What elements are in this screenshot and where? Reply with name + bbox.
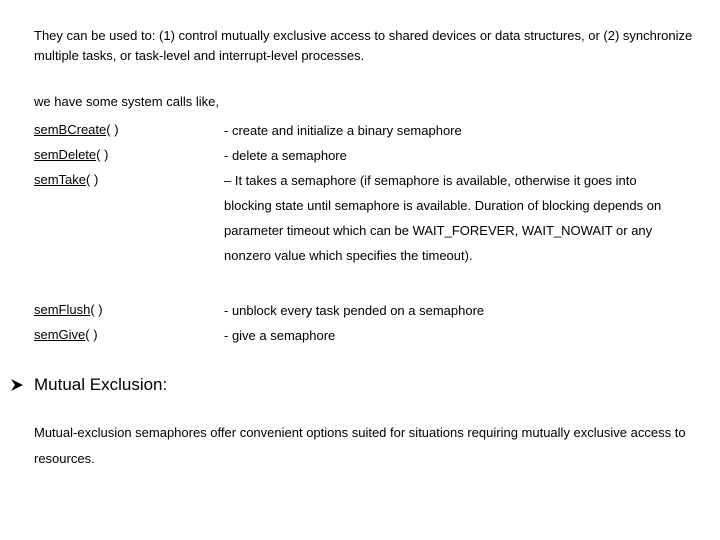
function-parens: ( ) — [86, 172, 99, 187]
function-parens: ( ) — [106, 122, 119, 137]
function-name — [34, 145, 108, 165]
system-calls-intro: we have some system calls like, — [34, 94, 219, 109]
semGive-link[interactable]: semGive — [34, 327, 86, 342]
semBCreate-link[interactable]: semBCreate — [34, 122, 107, 137]
semTake-link[interactable]: semTake — [34, 172, 87, 187]
function-description: – It takes a semaphore (if semaphore is available, otherwise it goes into blocking state until semaphore is available. Duration of blocking depends on parameter timeout which can be WAIT_FOREVER, WAIT_NOWAIT or any nonzero value which specifies the timeout). — [224, 173, 662, 263]
section-heading-text: Mutual Exclusion: — [34, 375, 168, 394]
function-description: - create and initialize a binary semaphore — [224, 123, 462, 138]
function-parens: ( ) — [85, 327, 98, 342]
function-description: - unblock every task pended on a semaphore — [224, 303, 485, 318]
semDelete-link[interactable]: semDelete — [34, 147, 97, 162]
semFlush-link[interactable]: semFlush — [34, 302, 91, 317]
mutual-exclusion-description: Mutual-exclusion semaphores offer convenient options suited for situations requiring mutually exclusive access to resources. — [34, 425, 686, 466]
function-parens: ( ) — [96, 147, 109, 162]
function-description: - give a semaphore — [224, 328, 336, 343]
function-name — [34, 325, 98, 345]
section-heading — [10, 374, 167, 396]
function-description: - delete a semaphore — [224, 148, 347, 163]
intro-paragraph: They can be used to: (1) control mutually exclusive access to shared devices or data structures, or (2) synchronize multiple tasks, or task-level and interrupt-level processes. — [34, 28, 693, 63]
function-name — [34, 170, 98, 190]
function-name — [34, 120, 119, 140]
function-name — [34, 300, 103, 320]
function-parens: ( ) — [90, 302, 103, 317]
arrow-bullet-icon — [10, 378, 24, 392]
